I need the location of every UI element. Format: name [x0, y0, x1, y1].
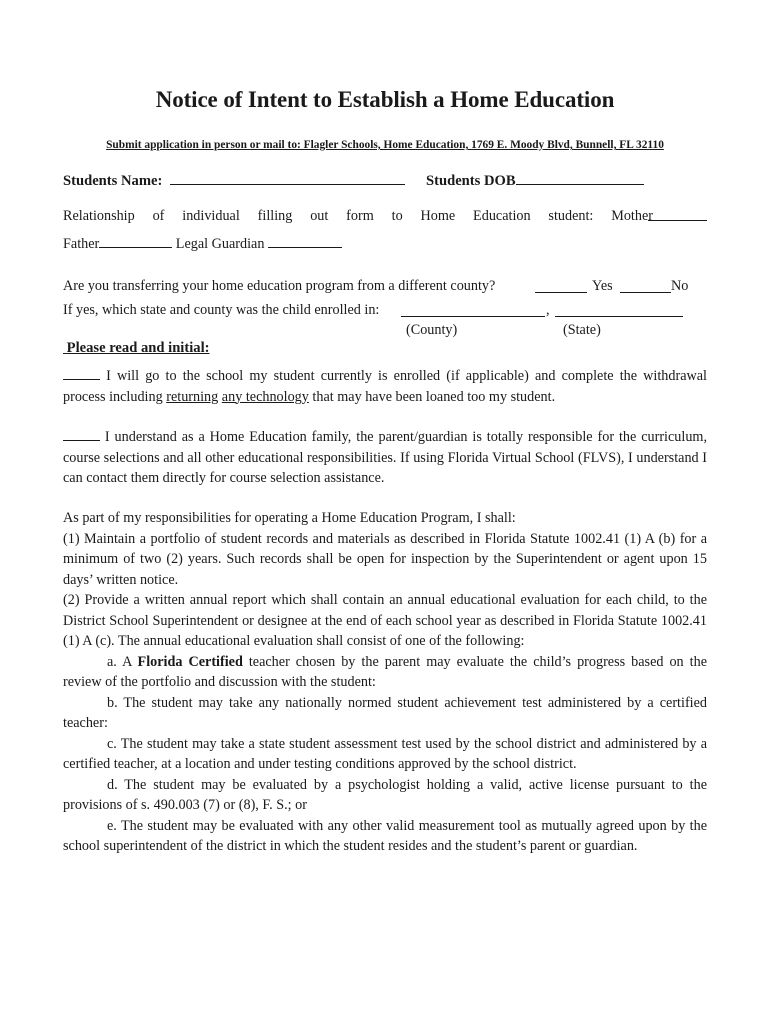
initial-statement-1	[63, 366, 707, 407]
responsibilities-section	[63, 508, 707, 857]
evaluation-option-c: c. The student may take a state student assessment test used by the school district and administered by a certified teacher, at a location and under testing conditions approved by the school district.	[63, 735, 707, 772]
father-label: Father	[63, 236, 100, 252]
transfer-question: Are you transferring your home education program from a different county?	[63, 278, 496, 294]
students-dob-field[interactable]	[516, 171, 644, 185]
responsibility-item-2: (2) Provide a written annual report which shall contain an annual educational evaluation for each child, to the District School Superintendent or designee at the end of each school year as described in Florida Statute 1002.41 (1) A (c). The annual educational evaluation shall consist of one of the following:	[63, 592, 707, 649]
responsibility-item-1: (1) Maintain a portfolio of student records and materials as described in Florida Statute 1002.41 (1) A (b) for a minimum of two (2) years. Such records shall be open for inspection by the Superintendent or agent upon 15 days’ written notice.	[63, 530, 707, 588]
read-initial-heading	[63, 340, 210, 357]
transfer-no-field[interactable]	[620, 279, 671, 293]
initial-statement-2	[63, 427, 707, 489]
initial-field-2[interactable]	[63, 427, 100, 441]
comma: ,	[546, 302, 550, 318]
county-field[interactable]	[401, 303, 545, 317]
initial1-suffix: that may have been loaned too my student.	[308, 388, 556, 405]
legal-guardian-label: Legal Guardian	[175, 236, 265, 252]
relationship-row-2	[63, 234, 342, 253]
responsibilities-intro: As part of my responsibilities for operating a Home Education Program, I shall:	[63, 510, 516, 526]
students-name-field[interactable]	[170, 171, 405, 185]
submit-address: Submit application in person or mail to: Flagler Schools, Home Education, 1769 E. Moody Blvd, Bunnell, FL 32110	[106, 139, 664, 151]
transfer-no-label: No	[671, 278, 689, 294]
transfer-yes-label: Yes	[592, 278, 613, 294]
initial1-text: I will go to the school my student currently is enrolled (if applicable) and complete the withdrawal process including	[63, 368, 707, 405]
initial1-returning: returning	[166, 388, 219, 405]
relationship-label: Relationship of individual filling out form to Home Education student: Mother	[63, 208, 653, 224]
read-initial-text: Please read and initial:	[66, 340, 210, 356]
state-field[interactable]	[555, 303, 683, 317]
option-a-bold: Florida Certified	[137, 653, 243, 670]
county-caption: (County)	[406, 322, 458, 338]
evaluation-option-e: e. The student may be evaluated with any other valid measurement tool as mutually agreed upon by the school superintendent of the district in which the student resides and the student’s parent or guardian.	[63, 817, 707, 854]
option-a-suffix: teacher chosen by the parent may evaluate the child’s progress based on the review of the portfolio and discussion with the student:	[63, 653, 707, 690]
evaluation-option-b: b. The student may take any nationally normed student achievement test administered by a certified teacher:	[63, 694, 707, 731]
evaluation-option-a	[63, 652, 707, 693]
page-title: Notice of Intent to Establish a Home Education	[155, 87, 615, 112]
evaluation-option-d: d. The student may be evaluated by a psychologist holding a valid, active license pursuant to the provisions of s. 490.003 (7) or (8), F. S.; or	[63, 776, 707, 813]
students-dob-row	[426, 171, 644, 190]
state-caption: (State)	[563, 322, 601, 338]
father-field[interactable]	[99, 234, 172, 248]
option-a-prefix: a. A	[107, 653, 138, 670]
students-name-label: Students Name:	[63, 173, 163, 189]
mother-field[interactable]	[648, 207, 707, 221]
legal-guardian-field[interactable]	[268, 234, 342, 248]
initial2-text: I understand as a Home Education family, the parent/guardian is totally responsible for the curriculum, course selections and all other educational responsibilities. If using Florida Virtual School (FLVS), I understand I can contact them directly for course selection assistance.	[63, 429, 707, 486]
initial1-any-technology: any technology	[221, 388, 309, 405]
transfer-yes-field[interactable]	[535, 279, 587, 293]
students-name-row	[63, 171, 405, 190]
enrolled-state-county-label: If yes, which state and county was the child enrolled in:	[63, 302, 380, 318]
students-dob-label: Students DOB	[426, 173, 516, 189]
initial-field-1[interactable]	[63, 366, 100, 380]
